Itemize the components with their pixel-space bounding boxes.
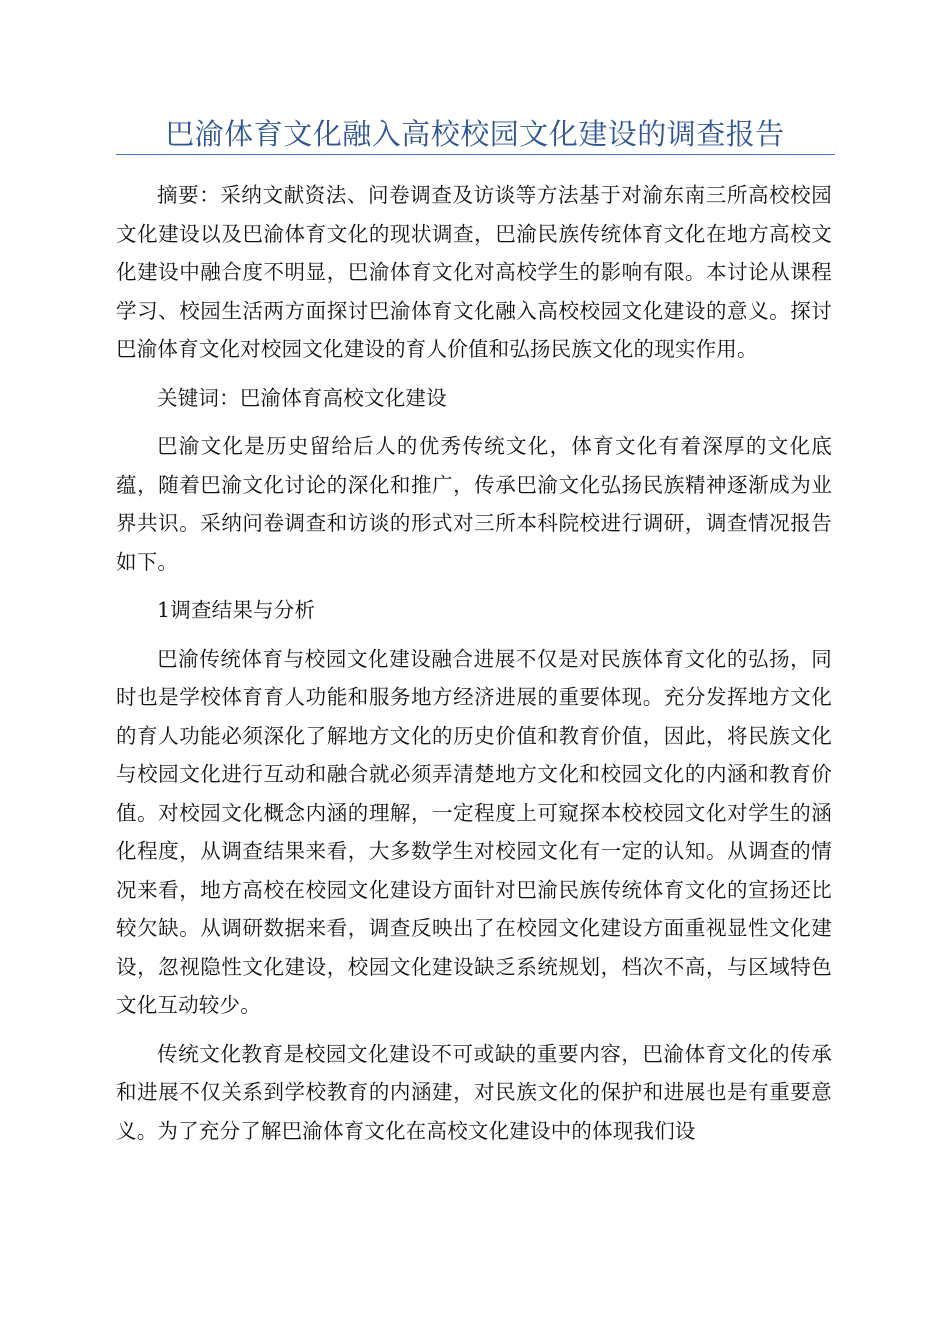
- body-paragraph: 传统文化教育是校园文化建设不可或缺的重要内容，巴渝体育文化的传承和进展不仅关系到学校教育的内涵建，对民族文化的保护和进展也是有重要意义。为了充分了解巴渝体育文化在高校文化建设中的体现我们设: [116, 1041, 832, 1143]
- paragraph-spacer: [116, 417, 832, 427]
- keywords-paragraph: 关键词：巴渝体育高校文化建设: [157, 385, 447, 410]
- intro-paragraph: 巴渝文化是历史留给后人的优秀传统文化，体育文化有着深厚的文化底蕴，随着巴渝文化讨论的深化和推广，传承巴渝文化弘扬民族精神逐渐成为业界共识。采纳问卷调查和访谈的形式对三所本科院校进行调研，调查情况报告如下。: [116, 434, 832, 574]
- paragraph-spacer: [116, 581, 832, 591]
- document-title: 巴渝体育文化融入高校校园文化建设的调查报告: [165, 117, 785, 151]
- title-underline: [116, 154, 835, 155]
- abstract-paragraph: 摘要：采纳文献资法、问卷调查及访谈等方法基于对渝东南三所高校校园文化建设以及巴渝体育文化的现状调查，巴渝民族传统体育文化在地方高校文化建设中融合度不明显，巴渝体育文化对高校学生的影响有限。本讨论从课程学习、校园生活两方面探讨巴渝体育文化融入高校校园文化建设的意义。探讨巴渝体育文化对校园文化建设的育人价值和弘扬民族文化的现实作用。: [116, 183, 832, 361]
- body-paragraph: 巴渝传统体育与校园文化建设融合进展不仅是对民族体育文化的弘扬，同时也是学校体育育人功能和服务地方经济进展的重要体现。充分发挥地方文化的育人功能必须深化了解地方文化的历史价值和教育价值，因此，将民族文化与校园文化进行互动和融合就必须弄清楚地方文化和校园文化的内涵和教育价值。对校园文化概念内涵的理解，一定程度上可窥探本校校园文化对学生的涵化程度，从调查结果来看，大多数学生对校园文化有一定的认知。从调查的情况来看，地方高校在校园文化建设方面针对巴渝民族传统体育文化的宣扬还比较欠缺。从调研数据来看，调查反映出了在校园文化建设方面重视显性文化建设，忽视隐性文化建设，校园文化建设缺乏系统规划，档次不高，与区域特色文化互动较少。: [116, 646, 832, 1017]
- paragraph-spacer: [116, 1025, 832, 1035]
- document-body: [116, 176, 832, 1150]
- paragraph-spacer: [116, 369, 832, 379]
- paragraph-spacer: [116, 630, 832, 640]
- section-heading: 1调查结果与分析: [157, 598, 316, 622]
